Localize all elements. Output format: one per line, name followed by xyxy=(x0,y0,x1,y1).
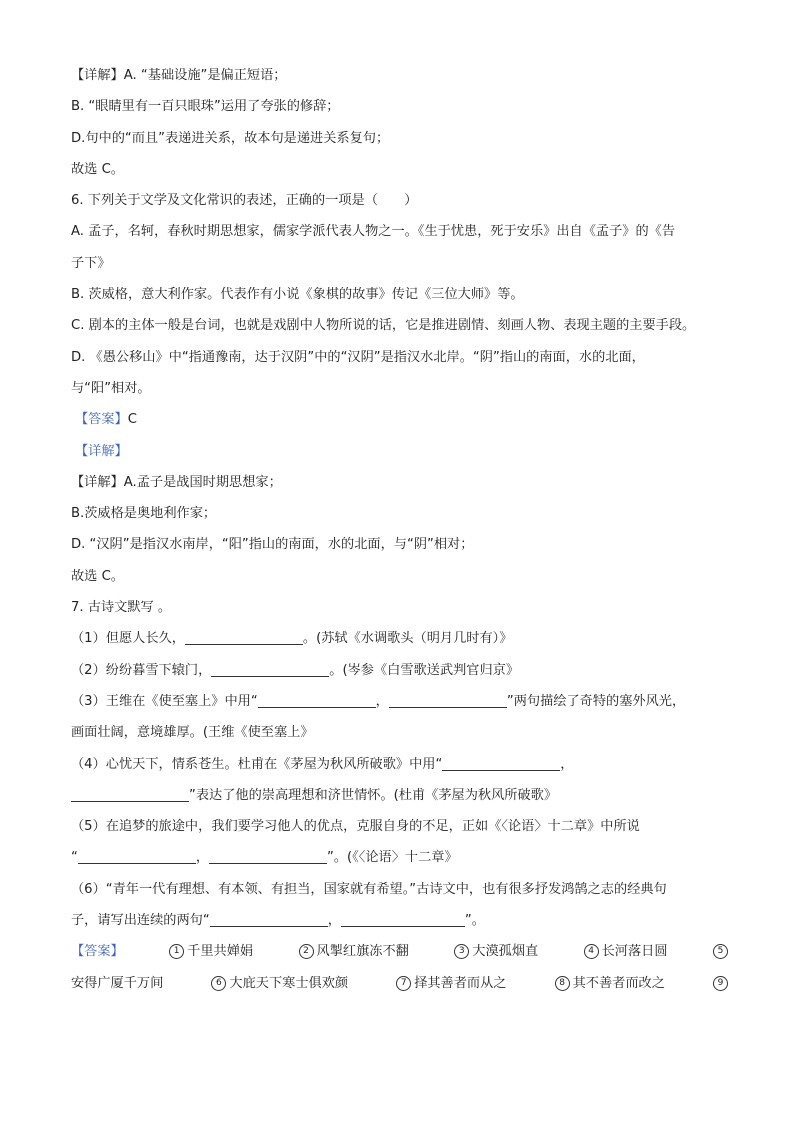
circled-number: 8 xyxy=(555,976,570,991)
separator: ， xyxy=(195,850,210,866)
item-source: 。(岑参《白雪歌送武判官归京》 xyxy=(329,662,520,678)
answer-item-3 xyxy=(454,936,538,967)
blank-line xyxy=(442,755,560,771)
q6-option-d-cont: 与“阳”相对。 xyxy=(71,380,151,396)
q6-option-a-cont: 子下》 xyxy=(71,255,111,271)
answer-tag: 【答案】 xyxy=(71,944,124,960)
answer-text: 长河落日圆 xyxy=(601,944,668,960)
q6-option-a: A. 孟子，名轲，春秋时期思想家，儒家学派代表人物之一。《生于忧患，死于安乐》出自《孟子》的《告 xyxy=(71,224,676,240)
q5-explain-line-2: B. “眼睛里有一百只眼珠”运用了夸张的修辞； xyxy=(71,99,340,115)
blank-line xyxy=(209,848,327,864)
q7-item-4 xyxy=(71,749,731,780)
q6-explain-line-4: 故选 C。 xyxy=(71,568,124,584)
answer-item-7 xyxy=(396,968,506,999)
separator: ， xyxy=(327,913,341,929)
separator: ， xyxy=(375,693,389,709)
answer-value: C xyxy=(127,412,137,428)
blank-line xyxy=(78,848,196,864)
answer-tag: 【答案】 xyxy=(75,412,128,428)
answer-text: 其不善者而改之 xyxy=(572,975,665,991)
circled-number: 7 xyxy=(396,976,411,991)
blank-line xyxy=(389,692,507,708)
circled-number: 6 xyxy=(211,976,226,991)
q6-stem: 6. 下列关于文学及文化常识的表述，正确的一项是（ ） xyxy=(71,193,418,209)
answer-item-9-marker xyxy=(713,968,731,999)
answer-item-6 xyxy=(211,968,348,999)
q7-item-4-cont xyxy=(71,780,731,811)
q5-explain-line-3: D.句中的“而且”表递进关系，故本句是递进关系复句； xyxy=(71,130,390,146)
circled-number: 3 xyxy=(454,944,469,959)
q7-item-6: （6）“青年一代有理想、有本领、有担当，国家就有希望。”古诗文中，也有很多抒发鸿鹄之志的经典句 xyxy=(71,881,667,897)
q6-explain-line-2: B.茨威格是奥地利作家； xyxy=(71,506,217,522)
q7-item-5-cont xyxy=(71,842,731,873)
q7-item-6-cont xyxy=(71,905,731,936)
circled-number: 4 xyxy=(584,944,599,959)
q7-item-5: （5）在追梦的旅途中，我们要学习他人的优点，克服自身的不足，正如《〈论语〉十二章》中所说 xyxy=(71,819,640,835)
blank-line xyxy=(258,692,376,708)
blank-line xyxy=(211,661,329,677)
q6-explain-line-3: D. “汉阴”是指汉水南岸，“阳”指山的南面，水的北面，与“阴”相对； xyxy=(71,537,474,553)
answer-item-5-marker xyxy=(713,936,731,967)
q6-explain-line-1 xyxy=(71,467,731,498)
answer-text: 大庇天下寒士俱欢颜 xyxy=(229,975,349,991)
answer-text: 风掣红旗冻不翻 xyxy=(316,944,409,960)
q5-explain-line-1 xyxy=(71,60,731,91)
q7-item-3-cont: 画面壮阔，意境雄厚。(王维《使至塞上》 xyxy=(71,725,314,741)
blank-line xyxy=(71,786,189,802)
answer-item-4 xyxy=(584,936,668,967)
item-text: （3）王维在《使至塞上》中用“ xyxy=(71,693,258,709)
item-text: 子，请写出连续的两句“ xyxy=(71,913,210,929)
explain-tag: 【详解】 xyxy=(71,68,124,83)
item-source: 。(苏轼《水调歌头（明月几时有）》 xyxy=(302,631,513,647)
answer-text: 择其善者而从之 xyxy=(414,975,507,991)
blank-line xyxy=(210,911,328,927)
item-text: （4）心忧天下，情系苍生。杜甫在《茅屋为秋风所破歌》中用“ xyxy=(71,756,443,772)
q7-stem: 7. 古诗文默写 。 xyxy=(71,600,172,616)
blank-line xyxy=(185,629,303,645)
q7-item-3 xyxy=(71,686,731,717)
explain-tag: 【详解】 xyxy=(71,474,124,490)
q6-explain-heading: 【详解】 xyxy=(75,443,128,459)
circled-number: 1 xyxy=(169,944,184,959)
q7-item-1 xyxy=(71,623,731,654)
circled-number: 9 xyxy=(713,976,728,991)
document-page xyxy=(71,60,731,999)
q6-option-d: D. 《愚公移山》中“指通豫南，达于汉阴”中的“汉阴”是指汉水北岸。“阴”指山的南面，水的北面， xyxy=(71,349,645,365)
open-quote: “ xyxy=(71,850,78,866)
close-quote: ”。 xyxy=(464,913,485,929)
answer-text: 千里共婵娟 xyxy=(187,944,254,960)
answer-text: 大漠孤烟直 xyxy=(472,944,539,960)
answer-text: 安得广厦千万间 xyxy=(71,975,164,991)
item-text: （1）但愿人长久， xyxy=(71,631,185,647)
q7-answer-row-1 xyxy=(71,936,731,967)
q6-option-b: B. 茨威格，意大利作家。代表作有小说《象棋的故事》传记《三位大师》等。 xyxy=(71,287,524,303)
circled-number: 2 xyxy=(299,944,314,959)
q5-explain-line-4: 故选 C。 xyxy=(71,161,124,177)
blank-line xyxy=(341,911,465,927)
answer-item-8 xyxy=(555,968,665,999)
q7-answer-row-2 xyxy=(71,968,731,999)
q6-answer xyxy=(71,404,731,435)
answer-item-1 xyxy=(169,936,253,967)
explain-text: A. “基础设施”是偏正短语； xyxy=(123,68,287,83)
circled-number: 5 xyxy=(713,944,728,959)
item-text-cont: ”两句描绘了奇特的塞外风光， xyxy=(506,693,686,709)
item-source: ”。(《〈论语〉十二章》 xyxy=(327,850,458,866)
separator: ， xyxy=(560,756,574,772)
q6-option-c: C. 剧本的主体一般是台词，也就是戏剧中人物所说的话，它是推进剧情、刻画人物、表现主题的主要手段。 xyxy=(71,318,696,334)
q7-item-2 xyxy=(71,655,731,686)
item-text: （2）纷纷暮雪下辕门， xyxy=(71,662,212,678)
explain-text: A.孟子是战国时期思想家； xyxy=(123,474,282,490)
item-text-cont: ”表达了他的崇高理想和济世情怀。(杜甫《茅屋为秋风所破歌》 xyxy=(189,787,558,803)
answer-item-2 xyxy=(299,936,409,967)
